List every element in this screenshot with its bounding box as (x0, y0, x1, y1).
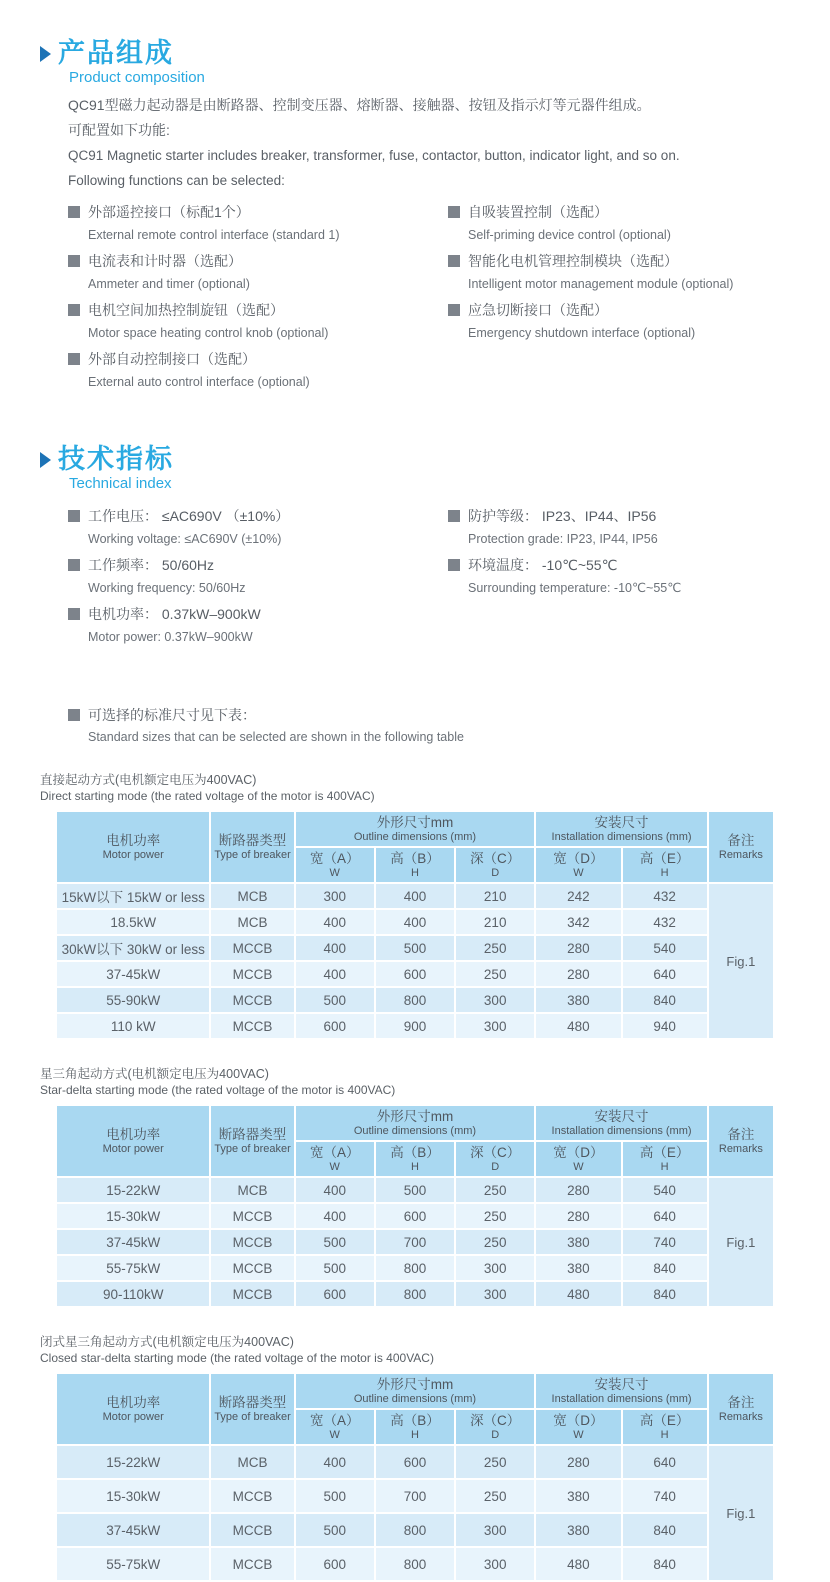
table-caption-en: Closed star-delta starting mode (the rated voltage of the motor is 400VAC) (40, 1351, 434, 1365)
section-title-cn: 技术指标 (58, 444, 174, 474)
list-item (68, 300, 448, 342)
table-cell: 600 (376, 1446, 454, 1478)
item-text-cn: 工作频率： 50/60Hz (88, 557, 215, 573)
col-header-width-d: 宽（D） W (536, 848, 620, 882)
col-header-depth-c: 深（C） D (456, 1142, 534, 1176)
list-item (448, 555, 794, 597)
table-cell: 90-110kW (57, 1282, 209, 1306)
square-bullet-icon (68, 255, 80, 267)
table-cell: 280 (536, 936, 620, 960)
list-item (448, 506, 794, 548)
table-row (57, 936, 773, 960)
remarks-cell: Fig.1 (709, 1446, 773, 1580)
table-cell: 280 (536, 1446, 620, 1478)
table-cell: 600 (376, 1204, 454, 1228)
item-text-en: Intelligent motor management module (optional) (468, 277, 734, 291)
table1-caption (40, 772, 794, 804)
square-bullet-icon (448, 255, 460, 267)
table-cell: 250 (456, 1204, 534, 1228)
list-item (448, 300, 794, 342)
table-cell: 30kW以下 30kW or less (57, 936, 209, 960)
col-header-motor-power: 电机功率 Motor power (57, 1106, 209, 1176)
table-cell: 18.5kW (57, 910, 209, 934)
section-header (40, 38, 794, 86)
table-cell: 600 (376, 962, 454, 986)
col-header-width-a: 宽（A） W (296, 848, 374, 882)
table2-caption (40, 1066, 794, 1098)
list-item (68, 506, 448, 548)
table-row (57, 1178, 773, 1202)
item-text-en: Motor space heating control knob (optional) (88, 326, 329, 340)
item-text-en: Self-priming device control (optional) (468, 228, 671, 242)
item-text-cn: 外部自动控制接口（选配） (88, 351, 256, 367)
standard-size-note (68, 705, 794, 746)
table-cell: 250 (456, 1480, 534, 1512)
col-header-breaker-type: 断路器类型 Type of breaker (211, 1106, 293, 1176)
table-cell: 242 (536, 884, 620, 908)
table-cell: 280 (536, 962, 620, 986)
col-header-height-e: 高（E） H (623, 848, 707, 882)
item-text-cn: 电流表和计时器（选配） (88, 253, 242, 269)
table-cell: 640 (623, 1446, 707, 1478)
col-header-depth-c: 深（C） D (456, 1410, 534, 1444)
square-bullet-icon (68, 304, 80, 316)
table-cell: 840 (623, 1514, 707, 1546)
table-cell: 250 (456, 962, 534, 986)
list-item (448, 202, 794, 244)
item-text-cn: 电机功率： 0.37kW–900kW (88, 606, 261, 622)
table-cell: MCB (211, 884, 293, 908)
section-title-en: Technical index (69, 475, 172, 492)
table-cell: 500 (296, 1514, 374, 1546)
table-cell: MCCB (211, 936, 293, 960)
table-row (57, 1480, 773, 1512)
col-header-width-a: 宽（A） W (296, 1410, 374, 1444)
table-cell: MCCB (211, 1548, 293, 1580)
table-cell: 540 (623, 936, 707, 960)
arrow-icon (40, 452, 51, 468)
item-text-cn: 应急切断接口（选配） (468, 302, 608, 318)
table-cell: 800 (376, 1282, 454, 1306)
col-header-height-b: 高（B） H (376, 1410, 454, 1444)
table-cell: 900 (376, 1014, 454, 1038)
table-cell: MCCB (211, 962, 293, 986)
col-header-motor-power: 电机功率 Motor power (57, 812, 209, 882)
table-cell: 400 (296, 1204, 374, 1228)
table-row (57, 1230, 773, 1254)
table-row (57, 988, 773, 1012)
table-cell: 500 (296, 1230, 374, 1254)
col-header-breaker-type: 断路器类型 Type of breaker (211, 812, 293, 882)
square-bullet-icon (68, 206, 80, 218)
table-cell: 55-75kW (57, 1548, 209, 1580)
square-bullet-icon (448, 559, 460, 571)
table-cell: 380 (536, 1514, 620, 1546)
table-caption-cn: 闭式星三角起动方式(电机额定电压为400VAC) (40, 1335, 294, 1349)
table-row (57, 884, 773, 908)
table-row (57, 1256, 773, 1280)
table-cell: 300 (456, 1014, 534, 1038)
table-cell: 210 (456, 884, 534, 908)
col-header-width-d: 宽（D） W (536, 1142, 620, 1176)
table-cell: 37-45kW (57, 1514, 209, 1546)
arrow-icon (40, 46, 51, 62)
item-text-cn: 电机空间加热控制旋钮（选配） (88, 302, 284, 318)
table-cell: 380 (536, 1480, 620, 1512)
table-cell: 500 (296, 988, 374, 1012)
col-header-motor-power: 电机功率 Motor power (57, 1374, 209, 1444)
square-bullet-icon (68, 608, 80, 620)
table-cell: 500 (296, 1256, 374, 1280)
table-cell: 342 (536, 910, 620, 934)
table-cell: 400 (296, 936, 374, 960)
list-item (68, 349, 448, 391)
col-header-depth-c: 深（C） D (456, 848, 534, 882)
item-text-en: External remote control interface (standard 1) (88, 228, 340, 242)
table-row (57, 1446, 773, 1478)
table-cell: 400 (376, 884, 454, 908)
item-text-en: Working frequency: 50/60Hz (88, 581, 246, 595)
table-cell: 400 (296, 1178, 374, 1202)
list-item (448, 251, 794, 293)
table-cell: 300 (456, 1548, 534, 1580)
paragraph: 可配置如下功能: (68, 122, 170, 138)
square-bullet-icon (68, 559, 80, 571)
section-product-composition (40, 38, 794, 398)
square-bullet-icon (68, 709, 80, 721)
col-group-outline: 外形尺寸mm Outline dimensions (mm) (296, 1374, 535, 1408)
table-cell: 250 (456, 1446, 534, 1478)
table-cell: 600 (296, 1282, 374, 1306)
table-cell: 840 (623, 1256, 707, 1280)
table-cell: 400 (296, 1446, 374, 1478)
item-text-cn: 外部遥控接口（标配1个） (88, 204, 250, 220)
col-header-remarks: 备注 Remarks (709, 1106, 773, 1176)
table-cell: MCCB (211, 1480, 293, 1512)
col-group-outline: 外形尺寸mm Outline dimensions (mm) (296, 1106, 535, 1140)
dimensions-table-star-delta (55, 1104, 775, 1308)
col-header-remarks: 备注 Remarks (709, 812, 773, 882)
col-header-height-e: 高（E） H (623, 1142, 707, 1176)
table-cell: 700 (376, 1480, 454, 1512)
remarks-cell: Fig.1 (709, 1178, 773, 1306)
table-cell: 500 (296, 1480, 374, 1512)
table-cell: 15-30kW (57, 1480, 209, 1512)
item-text-cn: 工作电压： ≤AC690V （±10%） (88, 508, 290, 524)
col-header-height-b: 高（B） H (376, 1142, 454, 1176)
col-header-remarks: 备注 Remarks (709, 1374, 773, 1444)
table-cell: MCCB (211, 1014, 293, 1038)
spec-column-right (448, 506, 794, 653)
item-text-en: Emergency shutdown interface (optional) (468, 326, 696, 340)
list-item (68, 604, 448, 646)
col-header-width-d: 宽（D） W (536, 1410, 620, 1444)
item-text-cn: 防护等级： IP23、IP44、IP56 (468, 508, 657, 524)
note-cn: 可选择的标准尺寸见下表： (88, 707, 256, 723)
table-cell: 250 (456, 936, 534, 960)
table-cell: 55-90kW (57, 988, 209, 1012)
col-group-installation: 安装尺寸 Installation dimensions (mm) (536, 812, 706, 846)
item-text-en: Surrounding temperature: -10℃~55℃ (468, 581, 682, 595)
table-cell: 210 (456, 910, 534, 934)
list-item (68, 202, 448, 244)
table-cell: MCCB (211, 1204, 293, 1228)
remarks-cell: Fig.1 (709, 884, 773, 1038)
item-text-en: Ammeter and timer (optional) (88, 277, 250, 291)
paragraph: QC91 Magnetic starter includes breaker, transformer, fuse, contactor, button, indicator light, and so on. (68, 148, 680, 163)
table-cell: 500 (376, 936, 454, 960)
col-header-height-b: 高（B） H (376, 848, 454, 882)
section-title-en: Product composition (69, 69, 205, 86)
table-cell: 840 (623, 988, 707, 1012)
table-cell: 600 (296, 1548, 374, 1580)
table-cell: 840 (623, 1548, 707, 1580)
table-caption-cn: 星三角起动方式(电机额定电压为400VAC) (40, 1067, 269, 1081)
col-header-width-a: 宽（A） W (296, 1142, 374, 1176)
table-cell: 300 (456, 1282, 534, 1306)
table-cell: MCCB (211, 988, 293, 1012)
feature-column-right (448, 202, 794, 398)
col-header-breaker-type: 断路器类型 Type of breaker (211, 1374, 293, 1444)
item-text-cn: 环境温度： -10℃~55℃ (468, 557, 618, 573)
spec-column-left (68, 506, 448, 653)
table-cell: 800 (376, 1256, 454, 1280)
table-cell: 800 (376, 1548, 454, 1580)
table-cell: MCB (211, 1446, 293, 1478)
dimensions-table-closed-star-delta (55, 1372, 775, 1582)
item-text-en: Protection grade: IP23, IP44, IP56 (468, 532, 658, 546)
item-text-en: External auto control interface (optional) (88, 375, 310, 389)
table-cell: 800 (376, 1514, 454, 1546)
table-cell: 940 (623, 1014, 707, 1038)
table-cell: MCCB (211, 1230, 293, 1254)
square-bullet-icon (448, 206, 460, 218)
dimensions-table-direct-start (55, 810, 775, 1040)
feature-list (68, 202, 794, 398)
table-cell: 840 (623, 1282, 707, 1306)
table-cell: 300 (456, 1514, 534, 1546)
item-text-en: Motor power: 0.37kW–900kW (88, 630, 253, 644)
item-text-cn: 智能化电机管理控制模块（选配） (468, 253, 678, 269)
note-en: Standard sizes that can be selected are shown in the following table (88, 730, 464, 744)
table-cell: 15kW以下 15kW or less (57, 884, 209, 908)
section-header (40, 444, 794, 492)
table-cell: 250 (456, 1178, 534, 1202)
paragraph: Following functions can be selected: (68, 173, 285, 188)
table-cell: 600 (296, 1014, 374, 1038)
table-row (57, 1282, 773, 1306)
table-cell: 15-22kW (57, 1446, 209, 1478)
col-header-height-e: 高（E） H (623, 1410, 707, 1444)
table-row (57, 1204, 773, 1228)
table-cell: 55-75kW (57, 1256, 209, 1280)
paragraph: QC91型磁力起动器是由断路器、控制变压器、熔断器、接触器、按钮及指示灯等元器件组成。 (68, 97, 651, 113)
table-caption-en: Star-delta starting mode (the rated voltage of the motor is 400VAC) (40, 1083, 396, 1097)
table-cell: 540 (623, 1178, 707, 1202)
section-technical-index (40, 444, 794, 653)
item-text-en: Working voltage: ≤AC690V (±10%) (88, 532, 282, 546)
intro-paragraphs (68, 98, 794, 188)
table-cell: 380 (536, 988, 620, 1012)
table-cell: MCB (211, 910, 293, 934)
table-cell: 110 kW (57, 1014, 209, 1038)
table-cell: 740 (623, 1230, 707, 1254)
table-row (57, 962, 773, 986)
table-row (57, 910, 773, 934)
table-cell: 740 (623, 1480, 707, 1512)
list-item (68, 555, 448, 597)
table-row (57, 1548, 773, 1580)
table-row (57, 1014, 773, 1038)
table-cell: MCB (211, 1178, 293, 1202)
table3-caption (40, 1334, 794, 1366)
section-title-cn: 产品组成 (58, 38, 174, 68)
col-group-installation: 安装尺寸 Installation dimensions (mm) (536, 1106, 706, 1140)
list-item (68, 251, 448, 293)
table-cell: 432 (623, 884, 707, 908)
square-bullet-icon (68, 353, 80, 365)
table-cell: 37-45kW (57, 962, 209, 986)
table-cell: 400 (376, 910, 454, 934)
table-cell: 640 (623, 1204, 707, 1228)
table-cell: 500 (376, 1178, 454, 1202)
table-cell: 800 (376, 988, 454, 1012)
table-cell: 300 (456, 988, 534, 1012)
table-cell: 250 (456, 1230, 534, 1254)
table-cell: 480 (536, 1282, 620, 1306)
table-cell: 15-30kW (57, 1204, 209, 1228)
table-cell: 432 (623, 910, 707, 934)
table-cell: 400 (296, 910, 374, 934)
table-cell: MCCB (211, 1282, 293, 1306)
table-cell: 300 (296, 884, 374, 908)
col-group-outline: 外形尺寸mm Outline dimensions (mm) (296, 812, 535, 846)
table-cell: 400 (296, 962, 374, 986)
table-cell: 15-22kW (57, 1178, 209, 1202)
table-cell: MCCB (211, 1256, 293, 1280)
table-cell: 480 (536, 1014, 620, 1038)
spec-list (68, 506, 794, 653)
item-text-cn: 自吸装置控制（选配） (468, 204, 608, 220)
square-bullet-icon (448, 510, 460, 522)
table-cell: MCCB (211, 1514, 293, 1546)
table-row (57, 1514, 773, 1546)
square-bullet-icon (448, 304, 460, 316)
table-cell: 380 (536, 1256, 620, 1280)
table-cell: 640 (623, 962, 707, 986)
table-cell: 280 (536, 1204, 620, 1228)
table-cell: 37-45kW (57, 1230, 209, 1254)
table-cell: 280 (536, 1178, 620, 1202)
table-cell: 700 (376, 1230, 454, 1254)
table-caption-cn: 直接起动方式(电机额定电压为400VAC) (40, 773, 257, 787)
table-cell: 480 (536, 1548, 620, 1580)
square-bullet-icon (68, 510, 80, 522)
col-group-installation: 安装尺寸 Installation dimensions (mm) (536, 1374, 706, 1408)
table-cell: 300 (456, 1256, 534, 1280)
table-cell: 380 (536, 1230, 620, 1254)
table-caption-en: Direct starting mode (the rated voltage of the motor is 400VAC) (40, 789, 375, 803)
feature-column-left (68, 202, 448, 398)
